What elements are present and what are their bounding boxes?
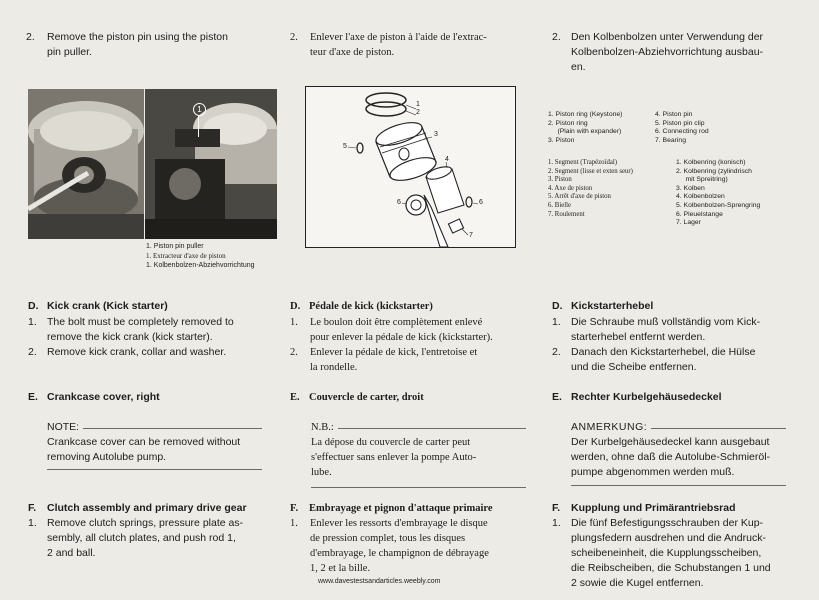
step2-de	[552, 30, 812, 75]
legend-item: 1. Segment (Trapézoïdal)	[548, 159, 618, 166]
text-line: d'embrayage, le champignon de débrayage	[310, 548, 489, 559]
section-heading: D. Kick crank (Kick starter)	[28, 300, 168, 312]
item-number: 1.	[28, 517, 37, 529]
text-line: La dépose du couvercle de carter peut	[311, 437, 471, 448]
legend-item: 1. Kolbenring (konisch)	[676, 159, 746, 166]
step2-en	[26, 30, 266, 60]
note-rule	[651, 428, 786, 429]
note-rule	[83, 428, 262, 429]
legend-item: 3. Piston	[548, 176, 572, 184]
note-en	[47, 420, 262, 465]
step2-fr	[290, 30, 530, 60]
section-f-fr	[290, 501, 540, 576]
footer-url: www.davestestsandarticles.weebly.com	[318, 578, 441, 585]
legend-de	[676, 159, 812, 228]
legend-item: 4. Axe de piston	[548, 184, 593, 192]
text-line: die Reibscheiben, die Schubstangen 1 und	[571, 562, 771, 574]
text-line: remove the kick crank (kick starter).	[47, 331, 213, 343]
text-line: Der Kurbelgehäusedeckel kann ausgebaut	[571, 436, 770, 448]
text-line: en.	[571, 61, 586, 73]
text-line: pour enlever la pédale de kick (kickstarter).	[310, 332, 493, 343]
section-f-de	[552, 501, 814, 591]
note-label: N.B.:	[311, 422, 334, 433]
section-f-en	[28, 501, 273, 561]
caption-line: 1. Extracteur d'axe de piston	[146, 251, 226, 260]
legend-item: 6. Pleuelstange	[676, 210, 723, 218]
legend-item: 7. Lager	[676, 219, 701, 227]
part-label: 2	[416, 109, 420, 116]
text-line: Enlever la pédale de kick, l'entretoise et	[310, 347, 478, 358]
callout-leader	[198, 115, 199, 137]
piston-diagram	[305, 86, 516, 248]
item-number: 1.	[552, 316, 561, 328]
legend-item: 5. Arrêt d'axe de piston	[548, 193, 611, 201]
item-number: 1.	[290, 518, 298, 529]
text-line: 1, 2 et la bille.	[310, 563, 371, 574]
note-rule	[338, 428, 526, 429]
note-end-rule	[571, 485, 786, 486]
item-number: 2.	[28, 346, 37, 358]
note-label: ANMERKUNG:	[571, 421, 648, 433]
note-fr	[311, 420, 526, 480]
legend-fr	[548, 159, 678, 219]
section-heading: F. Embrayage et pignon d'attaque primaire	[290, 503, 493, 514]
caption-line: 1. Kolbenbolzen-Abziehvorrichtung	[146, 262, 255, 269]
section-d-fr	[290, 299, 535, 375]
step-number: 2.	[552, 31, 561, 43]
part-label: 4	[445, 156, 449, 163]
part-label: 6	[397, 199, 401, 206]
section-heading: D. Kickstarterhebel	[552, 300, 654, 312]
step-number: 2.	[290, 32, 298, 43]
text-line: Le boulon doit être complètement enlevé	[310, 317, 483, 328]
legend-item: 4. Kolbenbolzen	[676, 193, 725, 201]
legend-row: 1. Piston ring (Keystone) 4. Piston pin	[548, 111, 693, 118]
section-d-de	[552, 299, 812, 375]
callout-circle: 1	[193, 103, 206, 116]
section-e-fr-heading: E. Couvercle de carter, droit	[290, 392, 424, 403]
section-heading: D. Pédale de kick (kickstarter)	[290, 301, 433, 312]
text-line: lube.	[311, 467, 332, 478]
text-line: Crankcase cover can be removed without	[47, 436, 241, 448]
part-label: 1	[416, 101, 420, 108]
text-line: The bolt must be completely removed to	[47, 316, 234, 328]
legend-item: 6. Bielle	[548, 201, 572, 209]
photo-caption	[146, 242, 296, 271]
text-line: Die Schraube muß vollständig vom Kick-	[571, 316, 761, 328]
text-line: Danach den Kickstarterhebel, die Hülse	[571, 346, 756, 358]
item-number: 1.	[290, 317, 298, 328]
legend-row: 2. Piston ring 5. Piston pin clip	[548, 119, 705, 127]
text-line: werden, ohne daß die Autolube-Schmieröl-	[571, 451, 771, 463]
text-line: scheibeneinheit, die Kupplungsscheiben,	[571, 547, 762, 559]
part-label: 6	[479, 199, 483, 206]
note-label: NOTE:	[47, 421, 80, 433]
item-number: 2.	[290, 347, 298, 358]
text-line: starterhebel entfernt werden.	[571, 331, 706, 343]
text-line: Enlever l'axe de piston à l'aide de l'extrac-	[310, 32, 487, 43]
engine-photo-right	[145, 89, 277, 239]
section-heading: F. Clutch assembly and primary drive gear	[28, 502, 247, 514]
section-e-en-heading: E. Crankcase cover, right	[28, 391, 160, 403]
section-d-en	[28, 299, 273, 360]
item-number: 2.	[552, 346, 561, 358]
item-number: 1.	[28, 316, 37, 328]
legend-item: 7. Roulement	[548, 210, 585, 218]
text-line: plungsfedern ausdrehen und die Andruck-	[571, 532, 766, 544]
text-line: Enlever les ressorts d'embrayage le disque	[310, 518, 488, 529]
note-end-rule	[47, 469, 262, 470]
text-line: Kolbenbolzen-Abziehvorrichtung ausbau-	[571, 46, 764, 58]
text-line: Die fünf Befestigungsschrauben der Kup-	[571, 517, 764, 529]
text-line: removing Autolube pump.	[47, 451, 167, 463]
text-line: pin puller.	[47, 46, 92, 58]
section-heading: F. Kupplung und Primärantriebsrad	[552, 502, 736, 514]
text-line: 2 and ball.	[47, 547, 96, 559]
item-number: 1.	[552, 517, 561, 529]
text-line: s'effectuer sans enlever la pompe Auto-	[311, 452, 477, 463]
note-end-rule	[311, 487, 526, 488]
text-line: und die Scheibe entfernen.	[571, 361, 697, 373]
text-line: teur d'axe de piston.	[310, 47, 395, 58]
text-line: de pression complet, tous les disques	[310, 533, 466, 544]
text-line: Den Kolbenbolzen unter Verwendung der	[571, 31, 764, 43]
text-line: Remove kick crank, collar and washer.	[47, 346, 227, 358]
engine-photo-left	[28, 89, 144, 239]
legend-item: 5. Kolbenbolzen-Sprengring	[676, 201, 761, 209]
legend-item: 2. Segment (lisse et exten seur)	[548, 167, 633, 175]
section-e-de-heading: E. Rechter Kurbelgehäusedeckel	[552, 391, 722, 403]
text-line: pumpe abgenommen werden muß.	[571, 466, 735, 478]
step-number: 2.	[26, 31, 35, 43]
caption-line: 1. Piston pin puller	[146, 243, 204, 250]
part-label: 3	[434, 131, 438, 138]
legend-row: 3. Piston 7. Bearing	[548, 136, 686, 144]
legend-en	[548, 111, 808, 145]
text-line: Remove the piston pin using the piston	[47, 31, 228, 43]
legend-item: mit Spreitring)	[676, 176, 728, 184]
legend-row: (Plain with expander) 6. Connecting rod	[548, 128, 709, 136]
text-line: Remove clutch springs, pressure plate as-	[47, 517, 244, 529]
legend-item: 2. Kolbenring (zylindrisch	[676, 167, 752, 175]
legend-item: 3. Kolben	[676, 184, 705, 192]
text-line: sembly, all clutch plates, and push rod 1,	[47, 532, 236, 544]
part-label: 5	[343, 143, 347, 150]
note-de	[571, 420, 786, 480]
text-line: 2 sowie die Kugel entfernen.	[571, 577, 704, 589]
text-line: la rondelle.	[310, 362, 358, 373]
part-label: 7	[469, 232, 473, 239]
